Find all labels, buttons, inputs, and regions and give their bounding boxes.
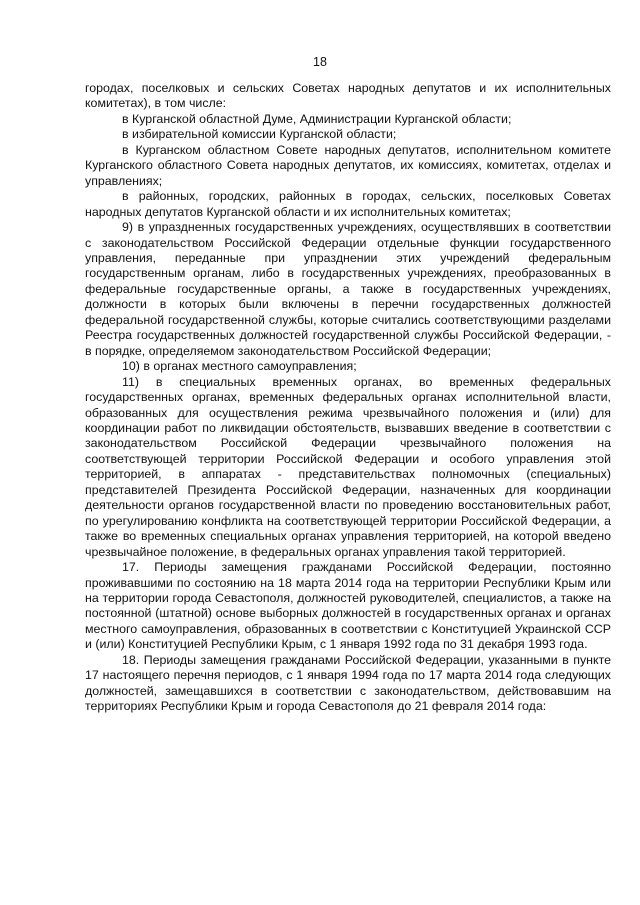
paragraph-clause-17: 17. Периоды замещения гражданами Российской Федерации, постоянно проживавшими по состоянию на 18 марта 2014 года на территории Республики Крым или на территории города Севастополя, должностей руководителей, специалистов, а также на постоянной (штатной) основе выборных должностей в государственных органах и органах местного самоуправления, образованных в соответствии с Конституцией Украинской ССР и (или) Конституцией Республики Крым, с 1 января 1992 года по 31 декабря 1993 года. (85, 560, 611, 652)
paragraph-regional-council: в Курганском областном Совете народных депутатов, исполнительном комитете Курганского областного Совета народных депутатов, их комиссиях, комитетах, отделах и управлениях; (85, 142, 611, 188)
paragraph-election-commission: в избирательной комиссии Курганской области; (122, 127, 397, 142)
document-body (85, 81, 611, 715)
paragraph-continuation: городах, поселковых и сельских Советах народных депутатов и их исполнительных комитетах), в том числе: (85, 81, 611, 111)
paragraph-item-11: 11) в специальных временных органах, во временных федеральных государственных органах, временных федеральных органах исполнительной власти, образованных для осуществления режима чрезвычайного положения и (или) для координации работ по ликвидации обстоятельств, вызвавших введение в соответствии с законодательством Российской Федерации чрезвычайного положения на соответствующей территории Российской Федерации и особого управления этой территорией, в аппаратах - представительствах полномочных (специальных) представителей Президента Российской Федерации, назначенных для координации деятельности органов государственной власти по проведению восстановительных работ, по урегулированию конфликта на соответствующей территории Российской Федерации, а также во временных специальных органах управления территорией, на которой введено чрезвычайное положение, в федеральных органах управления такой территорией. (85, 374, 611, 559)
paragraph-item-9: 9) в упраздненных государственных учреждениях, осуществлявших в соответствии с законодательством Российской Федерации отдельные функции государственного управления, переданные при упразднении этих учреждений федеральным государственным органам, либо в государственных учреждениях, преобразованных в федеральные государственные органы, а также в государственных учреждениях, должности в которых были включены в перечни государственных должностей федеральной государственной службы, которые считались соответствующими разделами Реестра государственных должностей государственной службы Российской Федерации, - в порядке, определяемом законодательством Российской Федерации; (85, 220, 611, 358)
page-number: 18 (313, 55, 327, 69)
paragraph-kurgan-duma: в Курганской областной Думе, Администрации Курганской области; (122, 111, 512, 126)
paragraph-clause-18: 18. Периоды замещения гражданами Российской Федерации, указанными в пункте 17 настоящего перечня периодов, с 1 января 1994 года по 17 марта 2014 года следующих должностей, замещавшихся в соответствии с законодательством, действовавшим на территориях Республики Крым и города Севастополя до 21 февраля 2014 года: (85, 652, 611, 714)
paragraph-item-10: 10) в органах местного самоуправления; (122, 359, 357, 374)
paragraph-local-councils: в районных, городских, районных в городах, сельских, поселковых Советах народных депутатов Курганской области и их исполнительных комитетах; (85, 189, 611, 219)
